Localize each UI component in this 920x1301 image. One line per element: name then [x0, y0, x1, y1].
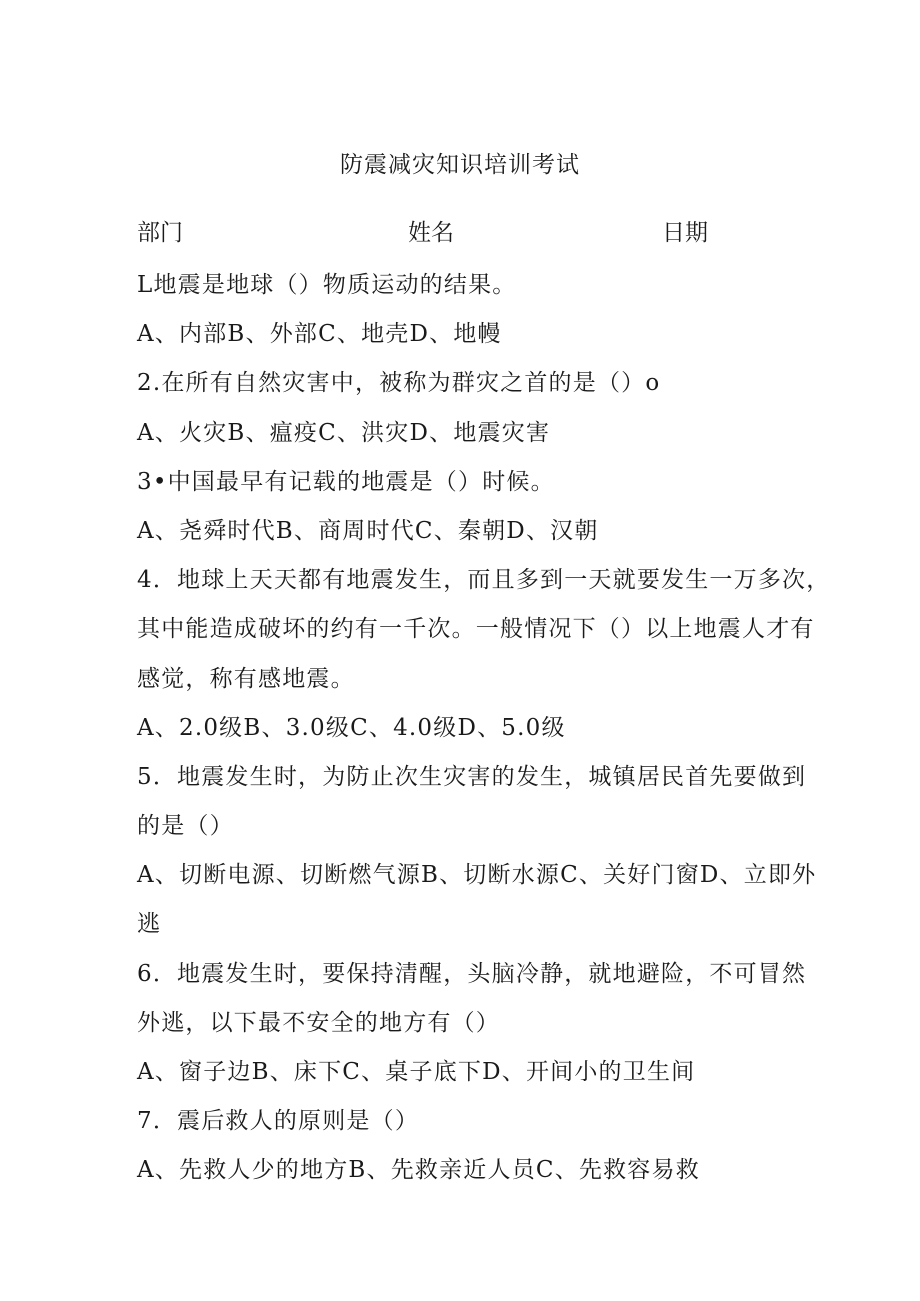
question-5-options-line-2: 逃 — [137, 911, 162, 938]
question-6-options: A、窗子边B、床下C、桌子底下D、开间小的卫生间 — [137, 1059, 696, 1085]
question-2-options: A、火灾B、瘟疫C、洪灾D、地震灾害 — [137, 419, 551, 446]
question-7-options: A、先救人少的地方B、先救亲近人员C、先救容易救 — [137, 1157, 700, 1184]
question-6-line-1: 6．地震发生时，要保持清醒，头脑冷静，就地避险，不可冒然 — [137, 960, 807, 987]
question-6-line-2: 外逃，以下最不安全的地方有（） — [137, 1009, 500, 1036]
question-3-options: A、尧舜时代B、商周时代C、秦朝D、汉朝 — [137, 517, 599, 544]
department-label: 部门 — [137, 220, 183, 246]
question-7: 7．震后救人的原则是（） — [137, 1108, 420, 1135]
name-label: 姓名 — [408, 220, 454, 246]
question-4-line-2: 其中能造成破坏的约有一千次。一般情况下（）以上地震人才有 — [137, 616, 815, 643]
question-5-line-1: 5．地震发生时，为防止次生灾害的发生，城镇居民首先要做到 — [137, 763, 807, 790]
question-3: 3•中国最早有记载的地震是（）时候。 — [137, 468, 555, 495]
page-title: 防震减灾知识培训考试 — [340, 152, 580, 178]
exam-header-fields — [137, 214, 737, 246]
question-1: L地震是地球（）物质运动的结果。 — [137, 272, 517, 298]
exam-questions — [137, 261, 831, 1196]
question-4-options: A、2.0级B、3.0级C、4.0级D、5.0级 — [137, 714, 566, 741]
question-4-line-1: 4．地球上天天都有地震发生，而且多到一天就要发生一万多次， — [137, 567, 831, 594]
question-2: 2.在所有自然灾害中，被称为群灾之首的是（）o — [137, 370, 661, 397]
question-4-line-3: 感觉，称有感地震。 — [137, 665, 355, 692]
question-5-line-2: 的是（） — [137, 813, 234, 840]
date-label: 日期 — [662, 220, 708, 246]
question-1-options: A、内部B、外部C、地壳D、地幔 — [137, 321, 502, 348]
question-5-options-line-1: A、切断电源、切断燃气源B、切断水源C、关好门窗D、立即外 — [137, 862, 817, 889]
